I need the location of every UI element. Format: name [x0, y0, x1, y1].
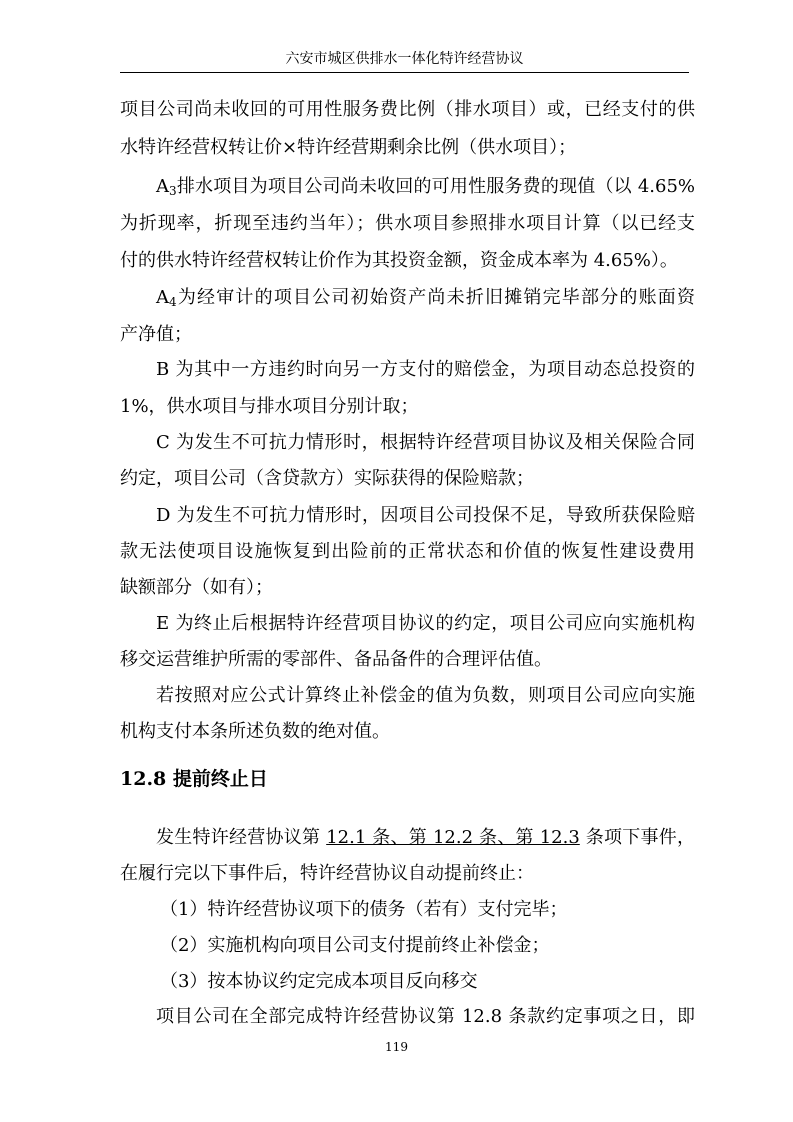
- section-heading: 12.8 提前终止日: [120, 768, 268, 790]
- paragraph-line: 若按照对应公式计算终止补偿金的值为负数，则项目公司应向实施: [156, 685, 695, 706]
- symbol-a: A: [156, 176, 169, 197]
- paragraph-line: 水特许经营权转让价×特许经营期剩余比例（供水项目）；: [120, 137, 577, 158]
- paragraph-line-a3: [156, 175, 695, 199]
- paragraph-line: 缺额部分（如有）；: [120, 577, 273, 598]
- paragraph-line: 为折现率，折现至违约当年）；供水项目参照排水项目计算（以已经支: [120, 213, 695, 234]
- page-number: 119: [385, 1040, 408, 1054]
- paragraph-line: D 为发生不可抗力情形时，因项目公司投保不足，导致所获保险赔: [156, 505, 695, 526]
- clause-reference: 12.1 条、第 12.2 条、第 12.3: [326, 827, 580, 848]
- symbol-a: A: [156, 287, 169, 308]
- list-item: （2）实施机构向项目公司支付提前终止补偿金；: [160, 935, 550, 956]
- paragraph-line: 机构支付本条所述负数的绝对值。: [120, 721, 390, 742]
- running-header: 六安市城区供排水一体化特许经营协议: [285, 51, 524, 67]
- paragraph-text: 条项下事件，: [579, 827, 695, 848]
- paragraph-text: 为经审计的项目公司初始资产尚未折旧摊销完毕部分的账面资: [176, 287, 695, 308]
- paragraph-line: 1%，供水项目与排水项目分别计取；: [120, 396, 419, 417]
- subscript-3: 3: [169, 184, 177, 198]
- paragraph-line: 约定，项目公司（含贷款方）实际获得的保险赔款；: [120, 468, 534, 489]
- paragraph-line: B 为其中一方违约时向另一方支付的赔偿金，为项目动态总投资的: [156, 359, 695, 380]
- paragraph-line: 付的供水特许经营权转让价作为其投资金额，资金成本率为 4.65%）。: [120, 250, 678, 271]
- paragraph-line: 项目公司尚未收回的可用性服务费比例（排水项目）或，已经支付的供: [120, 99, 695, 120]
- paragraph-line: 移交运营维护所需的零部件、备品备件的合理评估值。: [120, 649, 552, 670]
- paragraph-line: 在履行完以下事件后，特许经营协议自动提前终止：: [120, 863, 534, 884]
- paragraph-line: 产净值；: [120, 324, 192, 345]
- list-item: （1）特许经营协议项下的债务（若有）支付完毕；: [160, 899, 568, 920]
- subscript-4: 4: [169, 295, 177, 309]
- header-rule: [120, 72, 689, 73]
- paragraph-text: 排水项目为项目公司尚未收回的可用性服务费的现值（以 4.65%: [176, 176, 695, 197]
- list-item: （3）按本协议约定完成本项目反向移交: [160, 971, 478, 992]
- paragraph-line-a4: [156, 286, 695, 310]
- paragraph-line: C 为发生不可抗力情形时，根据特许经营项目协议及相关保险合同: [156, 432, 695, 453]
- paragraph-text: 发生特许经营协议第: [156, 827, 327, 848]
- paragraph-line: 款无法使项目设施恢复到出险前的正常状态和价值的恢复性建设费用: [120, 541, 695, 562]
- paragraph-line: E 为终止后根据特许经营项目协议的约定，项目公司应向实施机构: [156, 613, 695, 634]
- section-intro-line: [156, 826, 695, 850]
- paragraph-line: 项目公司在全部完成特许经营协议第 12.8 条款约定事项之日，即: [156, 1006, 695, 1027]
